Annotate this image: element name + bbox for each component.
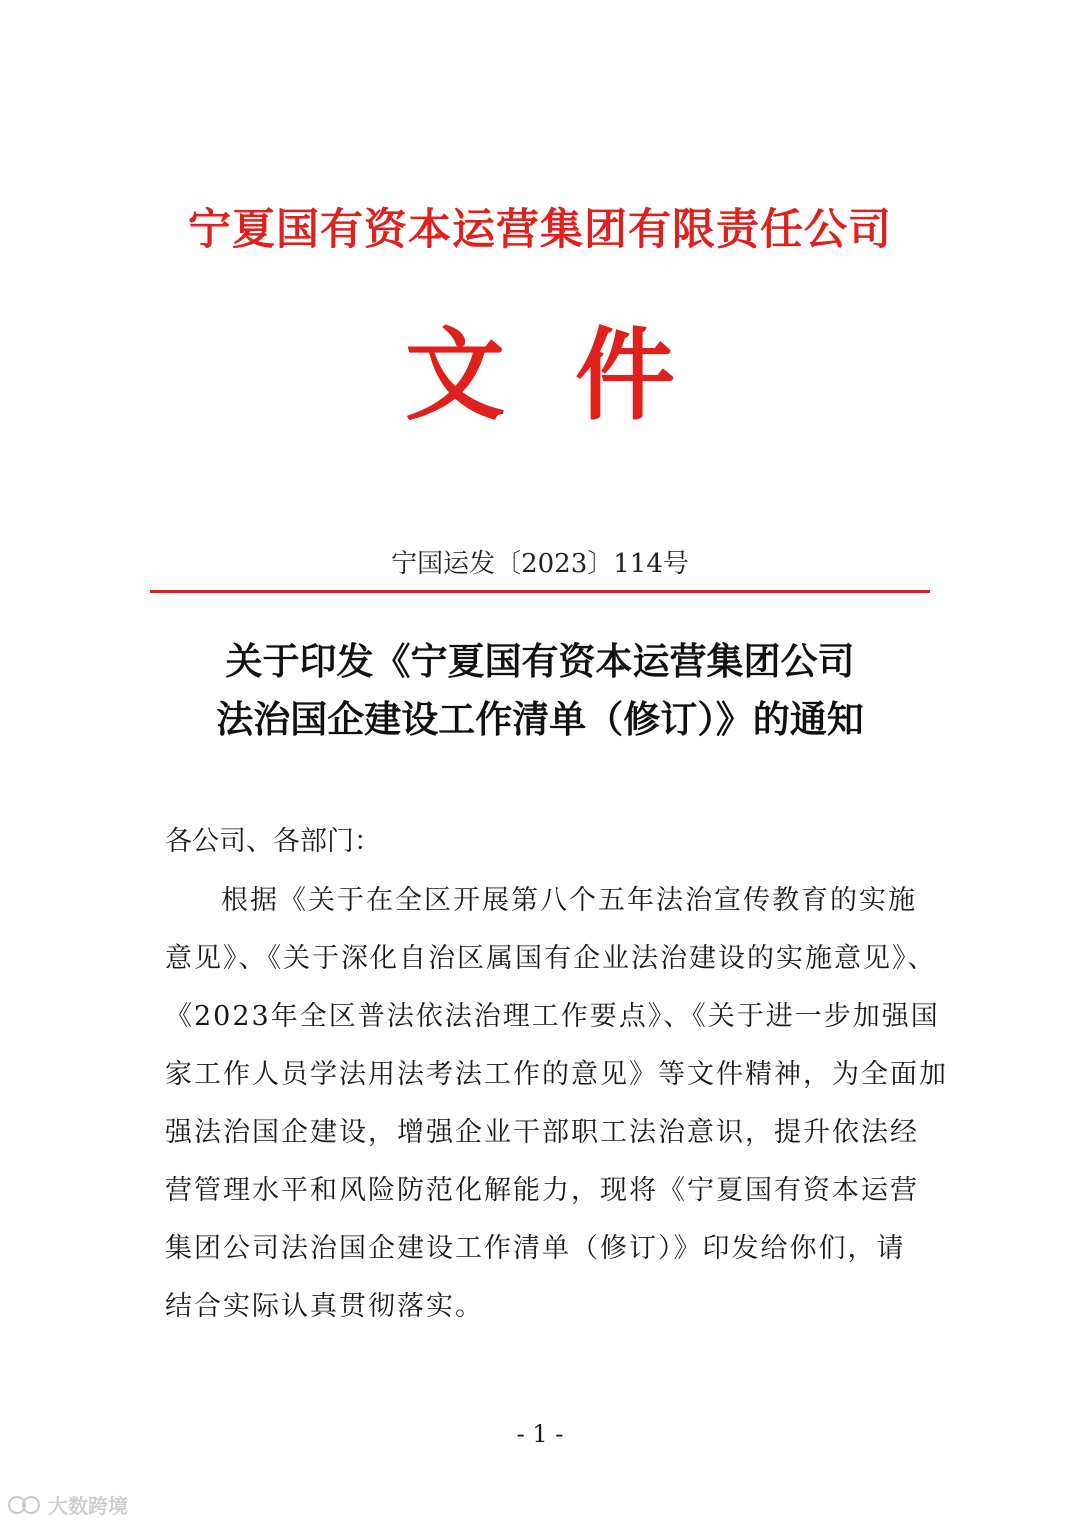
infinity-logo-icon (8, 1494, 42, 1516)
notice-title (0, 632, 1080, 748)
watermark (8, 1490, 128, 1519)
body-line: 结合实际认真贯彻落实。 (165, 1291, 484, 1322)
document-word: 文件 (405, 316, 745, 434)
notice-title-line-1: 关于印发《宁夏国有资本运营集团公司 (225, 639, 855, 683)
salutation: 各公司、各部门： (165, 826, 381, 857)
body-line: 家工作人员学法用法考法工作的意见》等文件精神，为全面加 (165, 1059, 948, 1090)
document-number: 宁国运发〔2023〕114号 (391, 549, 689, 579)
body-line: 《2023年全区普法依法治理工作要点》、《关于进一步加强国 (165, 1001, 940, 1032)
notice-body (165, 876, 948, 1340)
notice-title-line-2: 法治国企建设工作清单（修订）》的通知 (216, 697, 864, 741)
body-line: 强法治国企建设，增强企业干部职工法治意识，提升依法经 (165, 1117, 919, 1148)
body-line: 根据《关于在全区开展第八个五年法治宣传教育的实施 (221, 885, 917, 916)
page-number: - 1 - (516, 1420, 564, 1448)
body-line: 意见》、《关于深化自治区属国有企业法治建设的实施意见》、 (165, 943, 937, 974)
body-line: 营管理水平和风险防范化解能力，现将《宁夏国有资本运营 (165, 1175, 919, 1206)
red-separator-line (150, 590, 930, 593)
organization-title: 宁夏国有资本运营集团有限责任公司 (188, 205, 892, 255)
body-line: 集团公司法治国企建设工作清单（修订）》印发给你们，请 (165, 1233, 906, 1264)
watermark-text: 大数跨境 (48, 1494, 128, 1518)
